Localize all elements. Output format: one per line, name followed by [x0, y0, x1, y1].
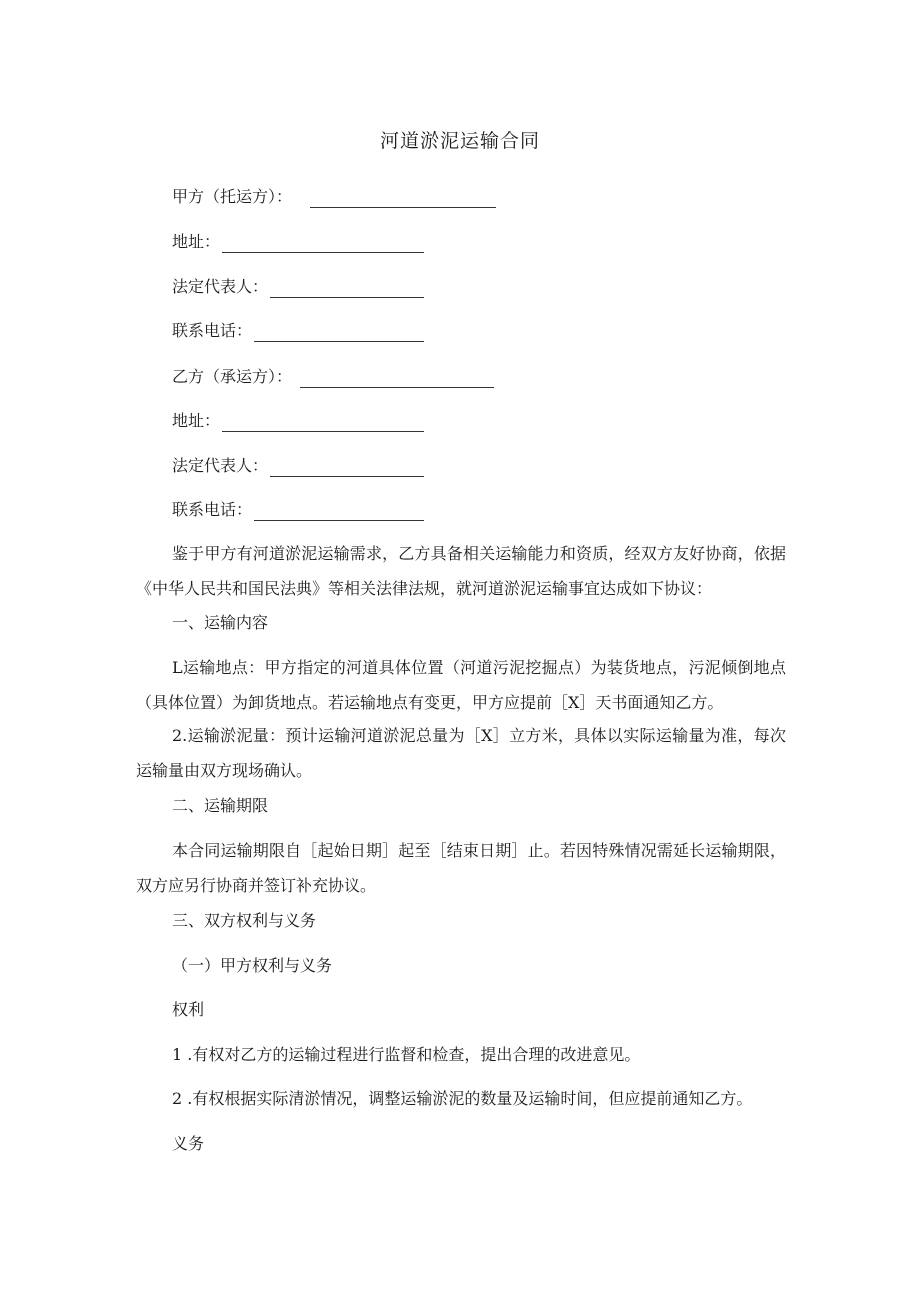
party-b-phone-blank[interactable] — [254, 504, 424, 521]
section-2-text: 本合同运输期限自［起始日期］起至［结束日期］止。若因特殊情况需延长运输期限，双方应另行协商并签订补充协议。 — [136, 841, 786, 895]
party-b-label: 乙方（承运方）： — [172, 367, 293, 386]
right-item-1: 1 .有权对乙方的运输过程进行监督和检查，提出合理的改进意见。 — [172, 1045, 641, 1064]
preamble-paragraph: 鉴于甲方有河道淤泥运输需求，乙方具备相关运输能力和资质，经双方友好协商，依据《中华人民共和国民法典》等相关法律法规，就河道淤泥运输事宜达成如下协议： — [136, 544, 786, 598]
section-1-item-2: 2.运输淤泥量：预计运输河道淤泥总量为［X］立方米，具体以实际运输量为准，每次运输量由双方现场确认。 — [136, 726, 786, 780]
party-a-label: 甲方（托运方）： — [172, 187, 293, 206]
section-2-heading: 二、运输期限 — [172, 796, 269, 815]
rights-label: 权利 — [172, 1000, 205, 1019]
party-a-blank[interactable] — [310, 191, 496, 208]
party-a-rep-blank[interactable] — [270, 281, 424, 298]
party-a-address-field — [172, 231, 424, 253]
party-b-rep-blank[interactable] — [270, 460, 424, 477]
section-1-heading: 一、运输内容 — [172, 613, 269, 632]
party-a-field — [172, 186, 496, 208]
party-b-rep-label: 法定代表人： — [172, 456, 269, 475]
party-a-address-blank[interactable] — [222, 236, 424, 253]
document-title: 河道淤泥运输合同 — [379, 130, 540, 152]
party-a-rep-field — [172, 276, 424, 298]
party-a-phone-blank[interactable] — [254, 325, 424, 342]
party-a-phone-field — [172, 320, 424, 342]
duties-label: 义务 — [172, 1134, 205, 1153]
party-a-phone-label: 联系电话： — [172, 321, 253, 340]
section-3-heading: 三、双方权利与义务 — [172, 911, 317, 930]
party-a-address-label: 地址： — [172, 232, 221, 251]
section-3-sub-1: （一）甲方权利与义务 — [172, 956, 333, 975]
section-1-item-1: L运输地点：甲方指定的河道具体位置（河道污泥挖掘点）为装货地点，污泥倾倒地点（具体位置）为卸货地点。若运输地点有变更，甲方应提前［X］天书面通知乙方。 — [136, 658, 786, 712]
party-b-phone-label: 联系电话： — [172, 500, 253, 519]
party-b-phone-field — [172, 499, 424, 521]
party-b-blank[interactable] — [300, 371, 494, 388]
party-b-rep-field — [172, 455, 424, 477]
party-b-address-blank[interactable] — [222, 415, 424, 432]
party-a-rep-label: 法定代表人： — [172, 277, 269, 296]
right-item-2: 2 .有权根据实际清淤情况，调整运输淤泥的数量及运输时间，但应提前通知乙方。 — [172, 1089, 753, 1108]
party-b-address-field — [172, 410, 424, 432]
party-b-address-label: 地址： — [172, 411, 221, 430]
party-b-field — [172, 366, 494, 388]
